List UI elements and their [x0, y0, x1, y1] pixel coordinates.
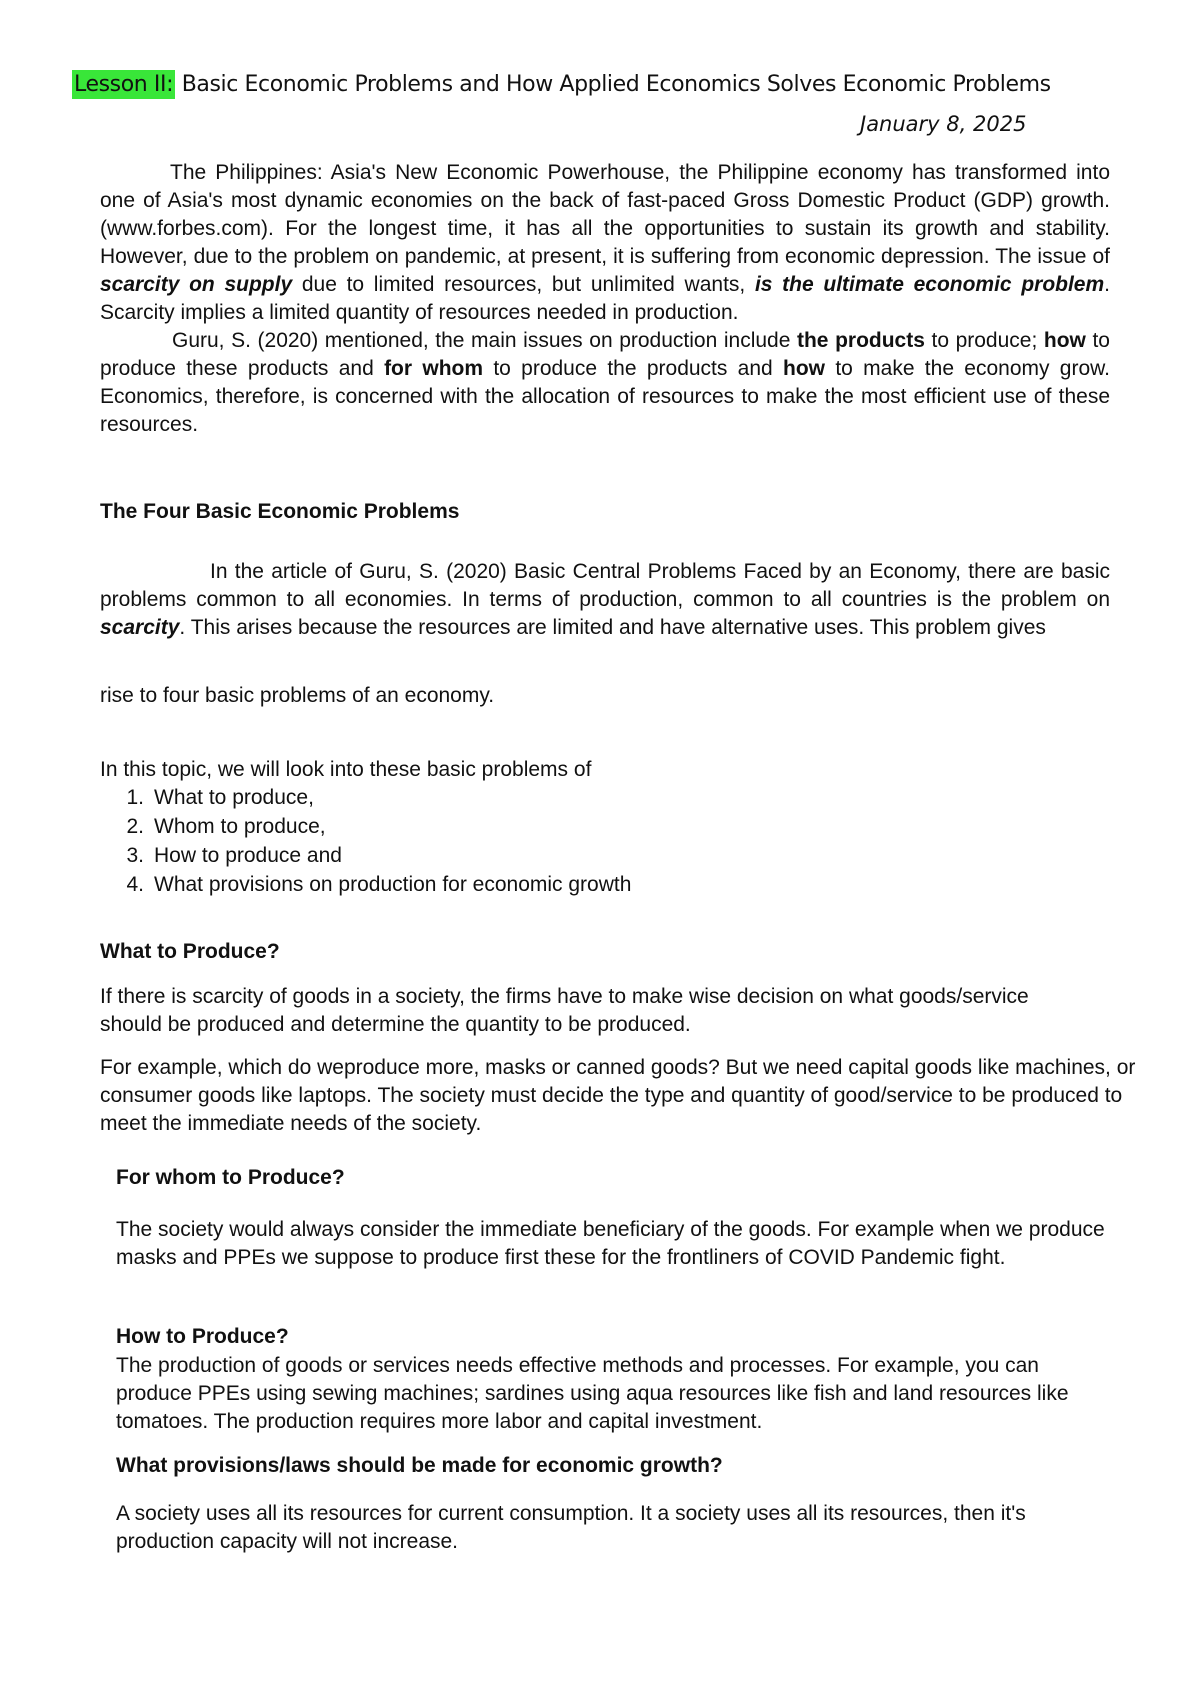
- text-run: due to limited resources, but unlimited wants,: [292, 273, 755, 296]
- text-run: The Philippines: Asia's New Economic Powerhouse, the Philippine economy has transformed into one of Asia's most dynamic economies on the back of fast-paced Gross Domestic Product (GDP) growth.(www.forbes.com). For the longest time, it has all the opportunities to sustain its growth and stability. However, due to the problem on pandemic, at present, it is suffering from economic depression. The issue of: [100, 161, 1110, 268]
- list-item: [100, 842, 1110, 871]
- text-run: . Scarcity implies a limited quantity of resources needed in production.: [100, 273, 1110, 324]
- lesson-title: [72, 72, 1152, 97]
- text-run: In the article of Guru, S. (2020) Basic Central Problems Faced by an Economy, there are basic problems common to all economies. In terms of production, common to all countries is the problem on: [100, 560, 1110, 611]
- what-paragraph-1: If there is scarcity of goods in a society, the firms have to make wise decision on what goods/service should be produced and determine the quantity to be produced.: [100, 985, 1029, 1036]
- what-to-produce-heading: What to Produce?: [100, 940, 280, 963]
- list-text: What provisions on production for economic growth: [154, 873, 632, 896]
- list-text: Whom to produce,: [154, 815, 326, 838]
- list-text: What to produce,: [154, 786, 314, 809]
- lesson-date: January 8, 2025: [860, 112, 1027, 136]
- lesson-label: Lesson II:: [74, 72, 174, 97]
- list-number: 4.: [126, 873, 144, 896]
- emphasis-how: how: [1043, 329, 1086, 352]
- list-number: 3.: [126, 844, 144, 867]
- provisions-heading: What provisions/laws should be made for economic growth?: [116, 1454, 723, 1477]
- whom-paragraph: The society would always consider the immediate beneficiary of the goods. For example when we produce masks and PPEs we suppose to produce first these for the frontliners of COVID Pandemic fight.: [116, 1218, 1105, 1269]
- lesson-title-text: Basic Economic Problems and How Applied Economics Solves Economic Problems: [181, 72, 1051, 97]
- list-number: 2.: [126, 815, 144, 838]
- four-problems-section: [100, 558, 1110, 642]
- emphasis-scarcity-on-supply: scarcity on supply: [100, 273, 293, 296]
- four-problems-heading: The Four Basic Economic Problems: [100, 500, 460, 523]
- text-run: to produce;: [924, 329, 1044, 352]
- emphasis-ultimate-problem: is the ultimate economic problem: [754, 273, 1105, 296]
- intro-paragraph-1: [100, 159, 1110, 327]
- list-number: 1.: [126, 786, 144, 809]
- list-item: [100, 871, 1110, 900]
- four-problems-paragraph: [100, 558, 1110, 642]
- emphasis-scarcity: scarcity: [100, 616, 180, 639]
- emphasis-for-whom: for whom: [384, 357, 484, 380]
- emphasis-how: how: [783, 357, 826, 380]
- text-run: to produce these products and: [100, 329, 1110, 380]
- emphasis-the-products: the products: [796, 329, 925, 352]
- intro-paragraph-2: [100, 327, 1110, 439]
- text-run: to produce the products and: [483, 357, 784, 380]
- four-problems-continuation: rise to four basic problems of an economy.: [100, 684, 495, 707]
- text-run: . This arises because the resources are limited and have alternative uses. This problem gives: [179, 616, 1046, 639]
- for-whom-heading: For whom to Produce?: [116, 1166, 345, 1189]
- problems-list: [100, 784, 1110, 900]
- text-run: to make the economy grow. Economics, therefore, is concerned with the allocation of resources to make the most efficient use of these resources.: [100, 357, 1111, 436]
- provisions-paragraph: A society uses all its resources for current consumption. It a society uses all its resources, then it's production capacity will not increase.: [116, 1502, 1026, 1553]
- list-item: [100, 813, 1110, 842]
- intro-section: [100, 159, 1110, 439]
- list-item: [100, 784, 1110, 813]
- what-paragraph-2: For example, which do weproduce more, masks or canned goods? But we need capital goods like machines, or consumer goods like laptops. The society must decide the type and quantity of good/service to be produced to meet the immediate needs of the society.: [100, 1056, 1136, 1135]
- how-paragraph: The production of goods or services needs effective methods and processes. For example, you can produce PPEs using sewing machines; sardines using aqua resources like fish and land resources like tomatoes. The production requires more labor and capital investment.: [116, 1354, 1069, 1433]
- text-run: Guru, S. (2020) mentioned, the main issues on production include: [172, 329, 797, 352]
- list-intro: In this topic, we will look into these basic problems of: [100, 758, 592, 781]
- list-text: How to produce and: [154, 844, 342, 867]
- how-to-produce-heading: How to Produce?: [116, 1325, 289, 1348]
